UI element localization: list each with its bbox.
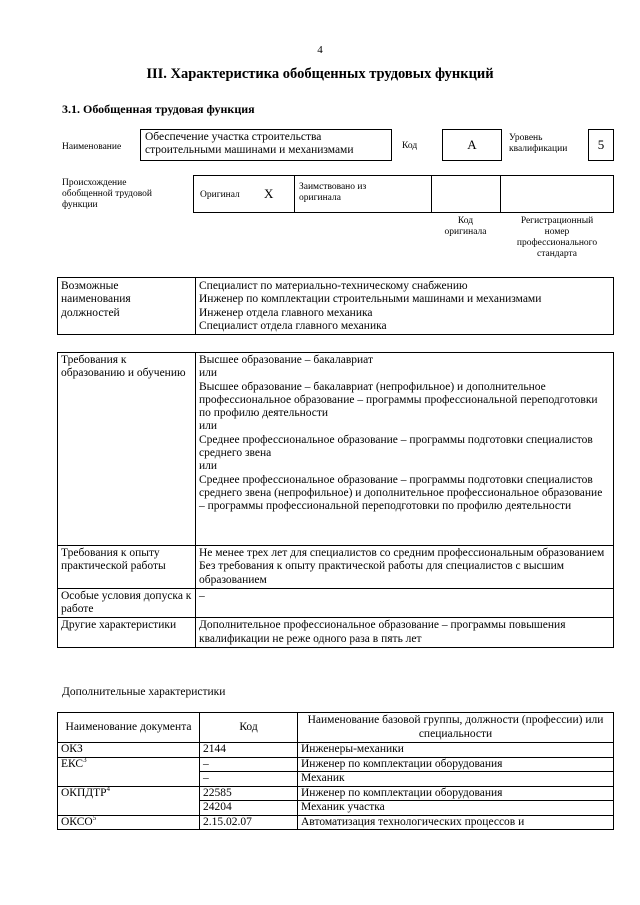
origin-label-line1: Происхождение	[62, 178, 127, 188]
row-document: ОКПДТР$^4$	[58, 786, 200, 815]
section-title: III. Характеристика обобщенных трудовых функций	[146, 66, 494, 82]
function-name-line2: строительными машинами и механизмами	[145, 144, 354, 156]
row-name: Инженеры-механики	[298, 743, 614, 758]
experience-label: Требования к опыту практической работы	[58, 546, 196, 589]
header-name: Наименование базовой группы, должности (профессии) или специальности	[298, 713, 614, 743]
positions-table	[57, 277, 614, 335]
origin-table	[193, 175, 614, 213]
position-item: Специалист по материально-техническому снабжению	[199, 280, 468, 292]
level-label-line1: Уровень	[509, 133, 543, 143]
special-conditions-value: –	[196, 588, 614, 618]
additional-title: Дополнительные характеристики	[62, 686, 226, 698]
origin-label-line3: функции	[62, 200, 98, 210]
row-name: Инженер по комплектации оборудования	[298, 757, 614, 772]
reg-number-line3: профессионального	[516, 238, 598, 248]
row-name: Инженер по комплектации оборудования	[298, 786, 614, 801]
origin-label	[62, 178, 152, 211]
row-code: 2144	[200, 743, 298, 758]
row-document: ОКСО$^5$	[58, 815, 200, 830]
original-label: Оригинал	[200, 190, 240, 200]
row-code: 2.15.02.07	[200, 815, 298, 830]
position-item: Инженер по комплектации строительными машинами и механизмами	[199, 293, 542, 306]
code-label: Код	[402, 141, 418, 151]
positions-label: Возможные наименования должностей	[58, 278, 196, 335]
borrowed-label-line2: оригинала	[299, 193, 341, 203]
special-conditions-label: Особые условия допуска к работе	[58, 588, 196, 618]
code-value: A	[467, 137, 477, 152]
header-document: Наименование документа	[58, 713, 200, 743]
row-name: Механик	[298, 772, 614, 787]
reg-number-caption	[500, 216, 614, 260]
row-code: 22585	[200, 786, 298, 801]
experience-value: Не менее трех лет для специалистов со средним профессиональным образованием Без требования к опыту практической работы для специалистов с высшим образованием	[196, 546, 614, 589]
header-code: Код	[200, 713, 298, 743]
table-row	[58, 757, 614, 772]
code-original-caption	[431, 216, 500, 238]
subsection-title: 3.1. Обобщенная трудовая функция	[62, 102, 255, 116]
requirements-table	[57, 352, 614, 648]
name-label: Наименование	[62, 142, 122, 152]
table-row	[58, 786, 614, 801]
borrowed-label	[299, 182, 366, 204]
row-name: Механик участка	[298, 801, 614, 816]
level-label-line2: квалификации	[509, 144, 568, 154]
additional-table	[57, 712, 614, 830]
reg-number-line2: номер	[544, 227, 570, 237]
position-item: Инженер отдела главного механика	[199, 306, 373, 319]
original-mark: X	[264, 186, 274, 201]
function-name-box	[140, 129, 392, 161]
reg-number-line1: Регистрационный	[520, 216, 594, 226]
reg-number-line4: стандарта	[537, 249, 577, 259]
positions-list	[196, 278, 614, 335]
other-characteristics-label: Другие характеристики	[58, 618, 196, 648]
row-name: Автоматизация технологических процессов и	[298, 815, 614, 830]
borrowed-label-line1: Заимствовано из	[299, 182, 367, 192]
education-value: Высшее образование – бакалавриат или Высшее образование – бакалавриат (непрофильное) и дополнительное профессиональное образование – программы профессиональной переподготовки по профилю деятельности или Среднее профессиональное образование – программы подготовки специалистов среднего звена или Среднее профессиональное образование – программы подготовки специалистов среднего звена (непрофильное) и дополнительное профессиональное образование – программы профессиональной переподготовки по профилю деятельности	[196, 353, 614, 546]
code-value-box	[442, 129, 502, 161]
table-row	[58, 815, 614, 830]
page-number: 4	[317, 44, 323, 56]
row-code: –	[200, 772, 298, 787]
position-item: Специалист отдела главного механика	[199, 319, 387, 332]
other-characteristics-value: Дополнительное профессиональное образование – программы повышения квалификации не реже одного раза в пять лет	[196, 618, 614, 648]
row-code: 24204	[200, 801, 298, 816]
table-row	[58, 743, 614, 758]
row-code: –	[200, 757, 298, 772]
function-name-line1: Обеспечение участка строительства	[145, 131, 322, 143]
code-original-line1: Код	[457, 216, 474, 226]
code-original-line2: оригинала	[444, 227, 487, 237]
row-document: ЕКС$^3$	[58, 757, 200, 786]
education-label: Требования к образованию и обучению	[58, 353, 196, 546]
level-value-box	[588, 129, 614, 161]
origin-label-line2: обобщенной трудовой	[62, 189, 152, 199]
level-value: 5	[597, 137, 605, 152]
row-document: ОКЗ	[58, 743, 200, 758]
level-label	[509, 133, 567, 155]
